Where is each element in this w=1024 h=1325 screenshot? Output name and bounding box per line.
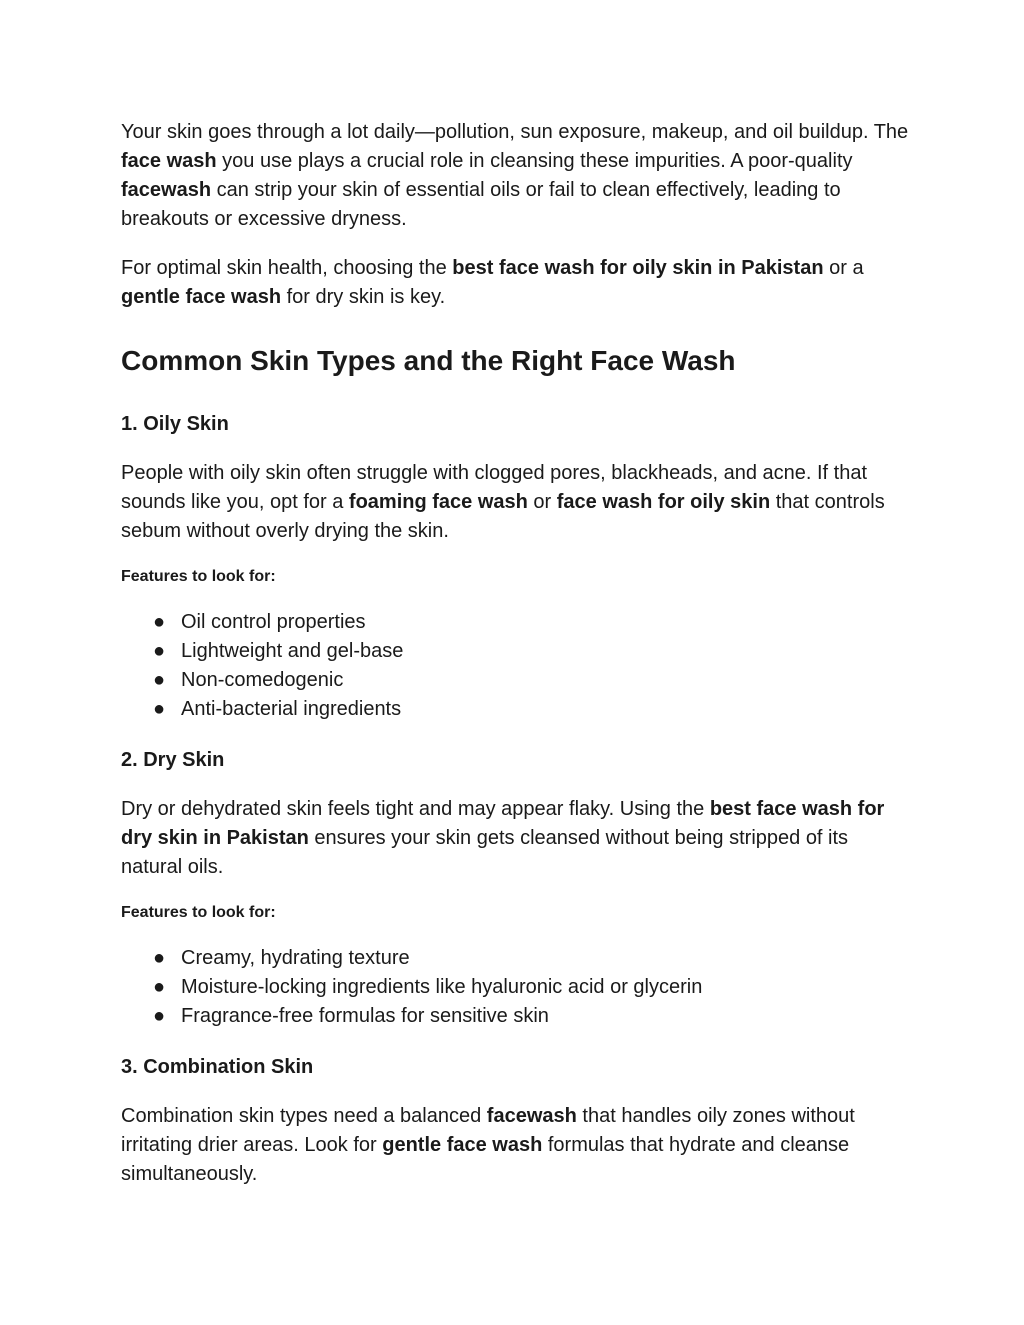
document-page bbox=[121, 118, 911, 1207]
text-run: Combination skin types need a balanced bbox=[121, 1105, 487, 1127]
bullet-icon: ● bbox=[153, 947, 166, 969]
list-item bbox=[121, 1002, 911, 1031]
list-item-text: Creamy, hydrating texture bbox=[181, 947, 410, 969]
dry-skin-heading: 2. Dry Skin bbox=[121, 749, 225, 771]
text-run: that controls sebum without overly drying the skin. bbox=[121, 491, 885, 542]
keyword-best-face-wash-oily: best face wash for oily skin in Pakistan bbox=[452, 257, 824, 279]
oily-skin-paragraph bbox=[121, 459, 911, 546]
list-item bbox=[121, 695, 911, 724]
text-run: ensures your skin gets cleansed without being stripped of its natural oils. bbox=[121, 827, 849, 878]
list-item bbox=[121, 637, 911, 666]
text-run: you use plays a crucial role in cleansing these impurities. A poor-quality bbox=[216, 150, 853, 172]
list-item bbox=[121, 666, 911, 695]
text-run: or a bbox=[823, 257, 864, 279]
dry-features-list bbox=[121, 944, 911, 1031]
section-heading: Common Skin Types and the Right Face Wash bbox=[121, 345, 736, 376]
keyword-best-face-wash-dry: best face wash for dry skin in Pakistan bbox=[121, 798, 885, 849]
keyword-facewash: facewash bbox=[486, 1105, 577, 1127]
text-run: For optimal skin health, choosing the bbox=[121, 257, 453, 279]
combination-skin-heading: 3. Combination Skin bbox=[121, 1056, 314, 1078]
dry-skin-paragraph bbox=[121, 795, 911, 882]
list-item bbox=[121, 973, 911, 1002]
bullet-icon: ● bbox=[153, 698, 166, 720]
text-run: Your skin goes through a lot daily—pollution, sun exposure, makeup, and oil buildup. The bbox=[121, 121, 909, 143]
oily-features-label: Features to look for: bbox=[121, 568, 276, 585]
bullet-icon: ● bbox=[153, 976, 166, 998]
keyword-face-wash-oily-skin: face wash for oily skin bbox=[556, 491, 771, 513]
keyword-gentle-face-wash: gentle face wash bbox=[121, 286, 282, 308]
text-run: for dry skin is key. bbox=[281, 286, 446, 308]
intro-paragraph-1 bbox=[121, 118, 911, 234]
intro-paragraph-2 bbox=[121, 254, 911, 312]
keyword-foaming-face-wash: foaming face wash bbox=[348, 491, 528, 513]
list-item-text: Non-comedogenic bbox=[181, 669, 344, 691]
combination-skin-paragraph bbox=[121, 1102, 911, 1189]
keyword-gentle-face-wash: gentle face wash bbox=[382, 1134, 543, 1156]
bullet-icon: ● bbox=[153, 611, 166, 633]
bullet-icon: ● bbox=[153, 640, 166, 662]
bullet-icon: ● bbox=[153, 1005, 166, 1027]
text-run: or bbox=[527, 491, 557, 513]
keyword-facewash: facewash bbox=[121, 179, 212, 201]
list-item-text: Lightweight and gel-base bbox=[181, 640, 404, 662]
list-item-text: Oil control properties bbox=[181, 611, 366, 633]
list-item-text: Anti-bacterial ingredients bbox=[181, 698, 402, 720]
text-run: can strip your skin of essential oils or fail to clean effectively, leading to breakouts or excessive dryness. bbox=[121, 179, 841, 230]
text-run: People with oily skin often struggle with clogged pores, blackheads, and acne. If that sounds like you, opt for a bbox=[121, 462, 868, 513]
list-item bbox=[121, 944, 911, 973]
bullet-icon: ● bbox=[153, 669, 166, 691]
text-run: formulas that hydrate and cleanse simultaneously. bbox=[121, 1134, 850, 1185]
text-run: Dry or dehydrated skin feels tight and may appear flaky. Using the bbox=[121, 798, 710, 820]
keyword-face-wash: face wash bbox=[121, 150, 217, 172]
dry-features-label: Features to look for: bbox=[121, 904, 276, 921]
list-item bbox=[121, 608, 911, 637]
list-item-text: Fragrance-free formulas for sensitive skin bbox=[181, 1005, 549, 1027]
oily-skin-heading: 1. Oily Skin bbox=[121, 413, 229, 435]
oily-features-list bbox=[121, 608, 911, 724]
list-item-text: Moisture-locking ingredients like hyaluronic acid or glycerin bbox=[181, 976, 703, 998]
text-run: that handles oily zones without irritating drier areas. Look for bbox=[121, 1105, 855, 1156]
